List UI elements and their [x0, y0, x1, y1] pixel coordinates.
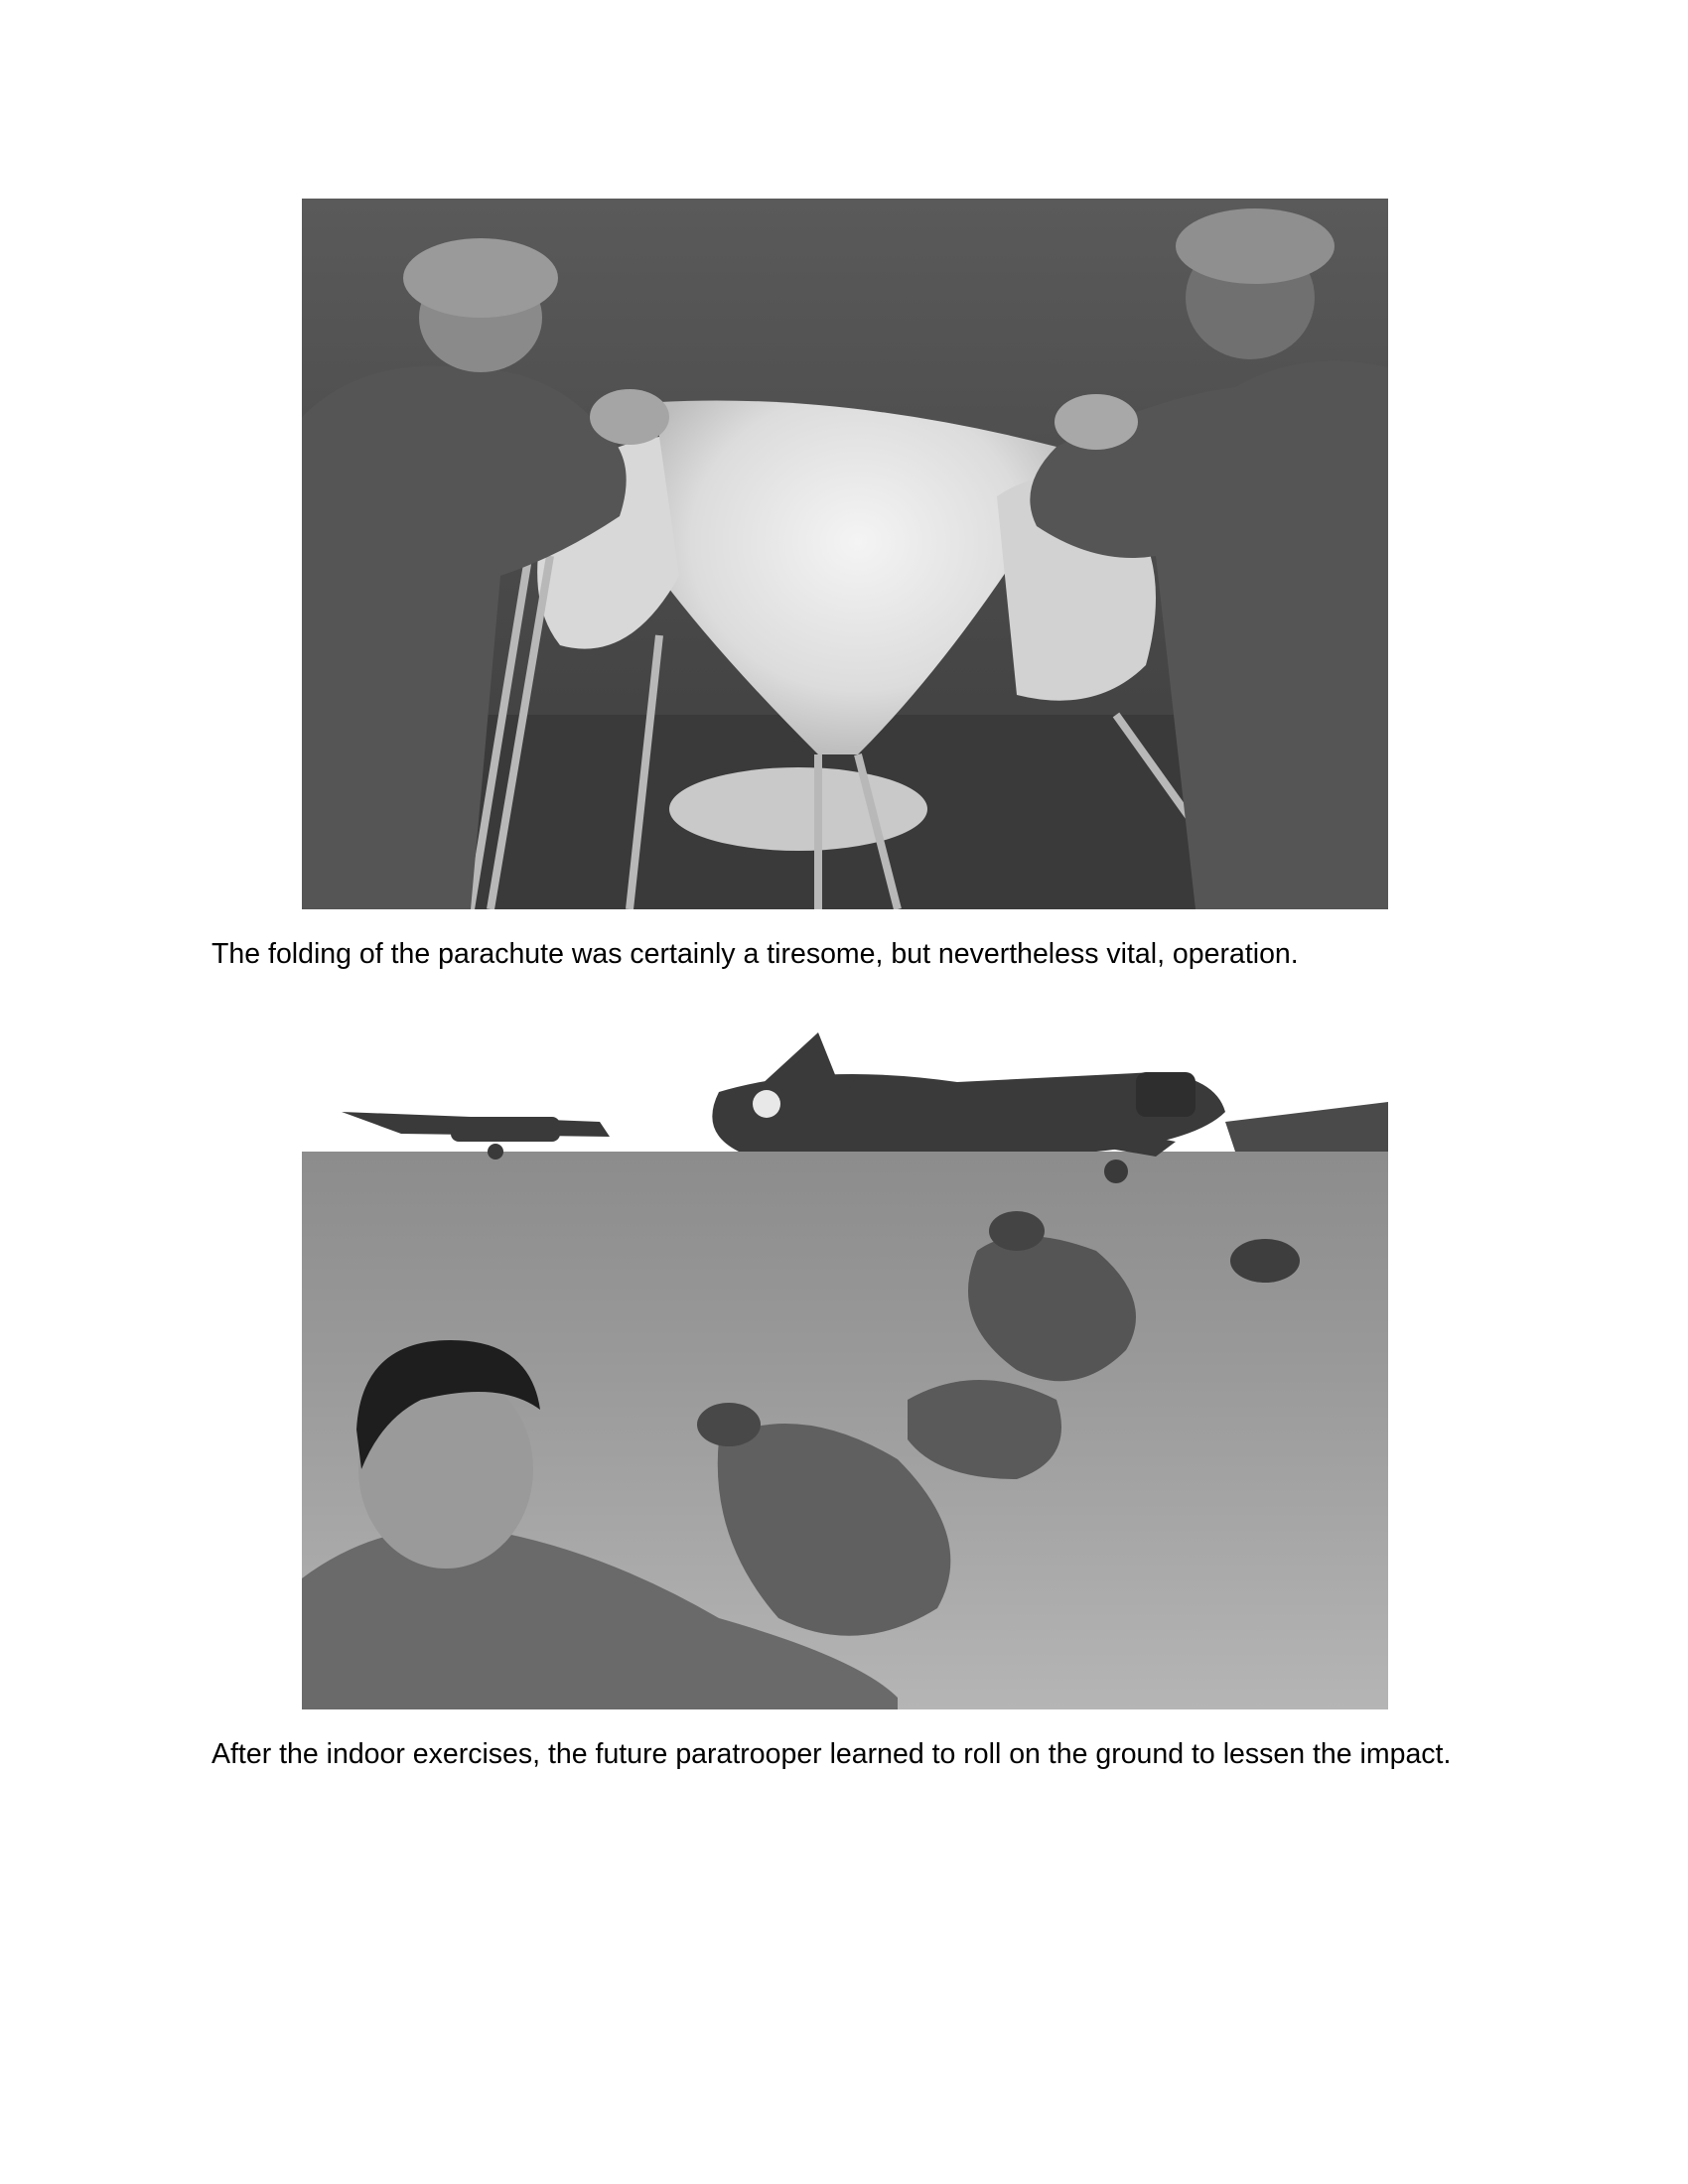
photo-caption: After the indoor exercises, the future paratrooper learned to roll on the ground to lessen the impact.	[211, 1738, 1452, 1770]
parachute-folding-photo	[302, 199, 1388, 909]
paratrooper-rolling-photo	[302, 1023, 1388, 1709]
photo-caption: The folding of the parachute was certainly a tiresome, but nevertheless vital, operation.	[211, 938, 1299, 970]
